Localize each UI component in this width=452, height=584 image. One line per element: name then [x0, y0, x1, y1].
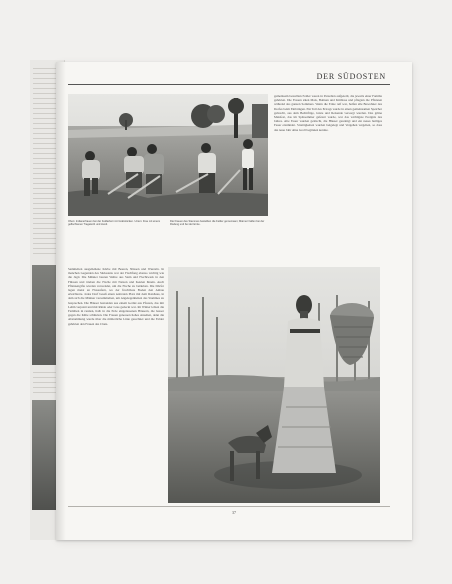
body-text-upper-right: gemeinsam bestellten Felder waren in Parzellen aufgeteilt, die jeweils einer Familie gehörten. Die Frauen säten Mais, Bohnen und Kürbisse und pflegten die Pflanzen während des ganzen Sommers. Wenn die Ernte reif war, halfen alle Bewohner des Dorfes beim Einbringen. Ein Teil des Ertrags wurde in einen gemeinsamen Speicher gebracht, aus dem Bedürftige, Gäste und Reisende versorgt wurden. Das grüne Maisfest, das im Spätsommer gefeiert wurde, war das wichtigste Ereignis des Jahres. Alte Feuer wurden gelöscht, die Häuser gereinigt und ein neues heiliges Feuer entzündet. Streitigkeiten wurden beigelegt und Vergehen vergeben, so dass das neue Jahr ohne Groll beginnen konnte. — [274, 94, 382, 132]
photo-caption-left: Oben: Indianerfrauen bei der Feldarbeit mit Grabstöcken. Unten: Frau mit einem geflochtenen Tragekorb und Hund. — [68, 220, 161, 227]
footer-rule — [68, 506, 390, 507]
field-work-image — [68, 94, 268, 216]
page-gutter-shadow — [56, 62, 66, 540]
running-head: DER SÜDOSTEN — [316, 72, 386, 81]
photo-field-work — [68, 94, 268, 216]
photo-woman-with-basket — [168, 267, 380, 503]
body-text-lower-left: Sammelten ausgeliehene Körbe mit Beeren, Nüssen und Wurzeln. In manchen Gegenden des Südostens war der Fischfang ebenso wichtig wie die Jagd. Die Männer bauten Wehre aus Stein und Flechtwerk in den Flüssen und trieben die Fische mit Netzen und Keulen hinein. Auch Pflanzengifte wurden verwendet, um die Fische zu betäuben. Die Dörfer lagen meist an Flussufern, wo der fruchtbare Boden den Anbau erleichterte. Jedes Dorf besaß einen zentralen Platz mit dem Ratshaus, in dem sich die Männer versammelten, um Angelegenheiten des Stammes zu besprechen. Die Häuser bestanden aus einem Gerüst aus Pfosten, das mit Lehm verputzt und mit Rinde oder Gras gedeckt war. Im Winter lebten die Familien in runden, halb in die Erde eingelassenen Häusern, die besser gegen die Kälte schützten. Die Frauen genossen hohes Ansehen, denn die Abstammung wurde über die mütterliche Linie gerechnet und die Felder gehörten den Frauen des Clans. — [68, 267, 164, 326]
header-rule — [68, 84, 390, 85]
page-number: 37 — [232, 510, 236, 515]
book-page — [56, 62, 412, 540]
photo-caption-right: Die Frauen des Stammes bestellten die Felder gemeinsam; Männer halfen bei der Rodung und bei der Ernte. — [170, 220, 265, 227]
woman-with-basket-image — [168, 267, 380, 503]
